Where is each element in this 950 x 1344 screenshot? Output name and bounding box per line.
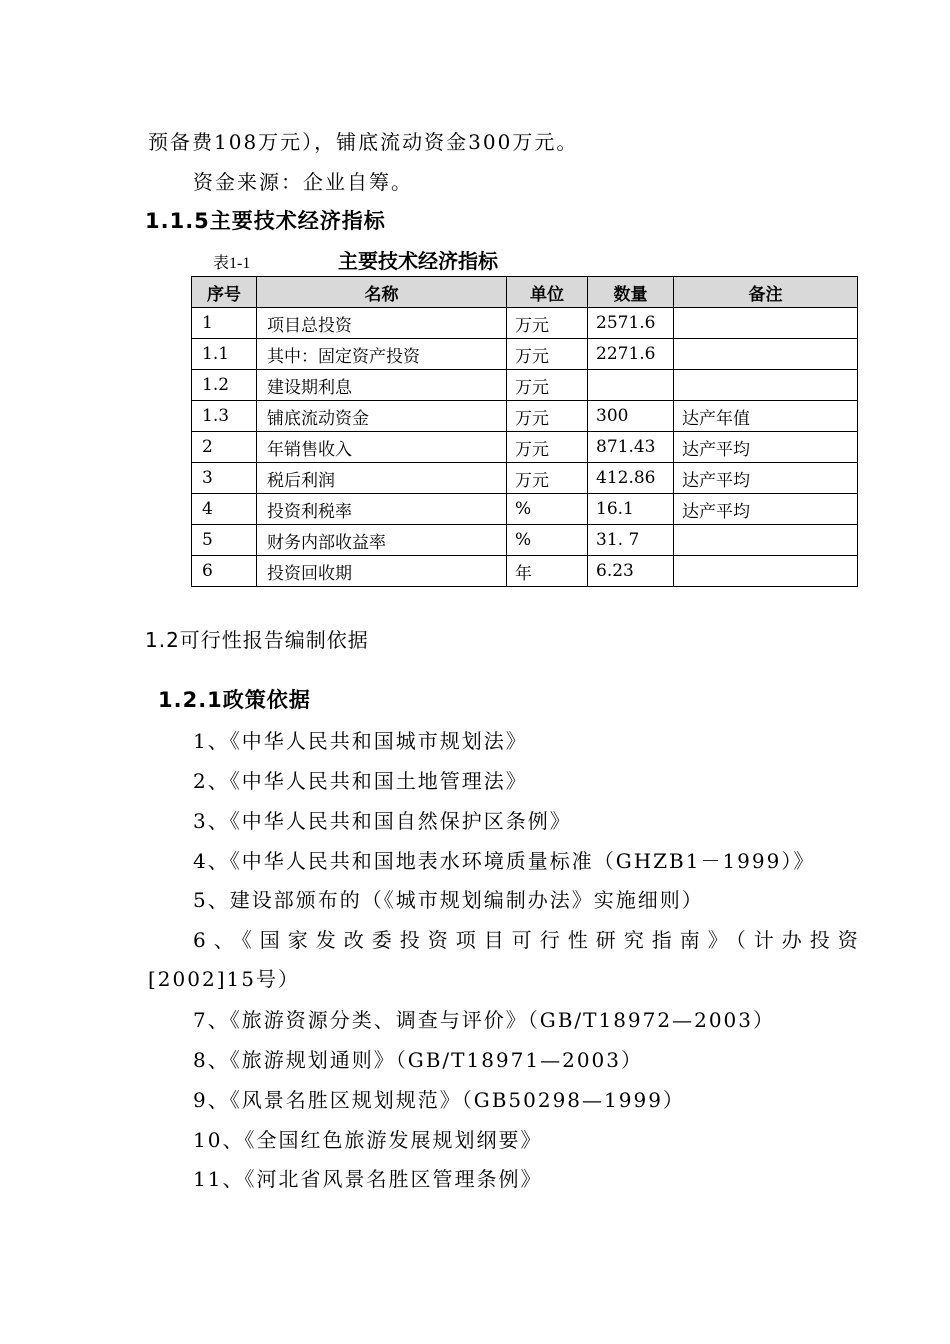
policy-item: 8、《旅游规划通则》（GB/T18971—2003） <box>193 1048 643 1072</box>
cell-quantity: 412.86 <box>588 463 674 494</box>
cell-quantity: 6.23 <box>588 556 674 587</box>
policy-item: 9、《风景名胜区规划规范》（GB50298—1999） <box>193 1088 685 1112</box>
policy-item: 2、《中华人民共和国土地管理法》 <box>193 769 528 793</box>
cell-unit: 万元 <box>507 401 588 432</box>
cell-index: 3 <box>192 463 257 494</box>
header-unit: 单位 <box>507 277 588 308</box>
table-header-row <box>192 277 858 308</box>
cell-remark: 达产平均 <box>674 494 858 525</box>
cell-unit: % <box>507 494 588 525</box>
policy-item: 6、《国家发改委投资项目可行性研究指南》（计办投资 <box>193 928 866 952</box>
policy-item: 4、《中华人民共和国地表水环境质量标准（GHZB1－1999）》 <box>193 849 816 873</box>
cell-unit: 万元 <box>507 463 588 494</box>
cell-index: 1.2 <box>192 370 257 401</box>
cell-remark <box>674 370 858 401</box>
cell-name: 铺底流动资金 <box>257 401 507 432</box>
header-quantity: 数量 <box>588 277 674 308</box>
table-row <box>192 432 858 463</box>
cell-remark <box>674 556 858 587</box>
cell-quantity <box>588 370 674 401</box>
cell-remark <box>674 525 858 556</box>
table-caption-title: 主要技术经济指标 <box>338 249 498 273</box>
intro-line-2: 资金来源：企业自筹。 <box>193 170 413 194</box>
cell-unit: 万元 <box>507 308 588 339</box>
cell-name: 其中：固定资产投资 <box>257 339 507 370</box>
cell-index: 6 <box>192 556 257 587</box>
table-row <box>192 463 858 494</box>
cell-name: 财务内部收益率 <box>257 525 507 556</box>
cell-name: 建设期利息 <box>257 370 507 401</box>
cell-index: 1.1 <box>192 339 257 370</box>
cell-quantity: 2271.6 <box>588 339 674 370</box>
cell-unit: % <box>507 525 588 556</box>
cell-remark <box>674 339 858 370</box>
cell-index: 5 <box>192 525 257 556</box>
table-row <box>192 556 858 587</box>
cell-unit: 万元 <box>507 339 588 370</box>
policy-item: 7、《旅游资源分类、调查与评价》（GB/T18972—2003） <box>193 1008 775 1032</box>
cell-remark: 达产年值 <box>674 401 858 432</box>
table-row <box>192 401 858 432</box>
intro-line-1: 预备费108万元），铺底流动资金300万元。 <box>148 130 579 154</box>
table-row <box>192 494 858 525</box>
cell-quantity: 871.43 <box>588 432 674 463</box>
policy-item: 1、《中华人民共和国城市规划法》 <box>193 729 528 753</box>
cell-quantity: 31. 7 <box>588 525 674 556</box>
cell-name: 项目总投资 <box>257 308 507 339</box>
cell-quantity: 16.1 <box>588 494 674 525</box>
cell-name: 投资利税率 <box>257 494 507 525</box>
policy-item-continued: [2002]15号） <box>148 967 300 991</box>
cell-index: 4 <box>192 494 257 525</box>
cell-name: 税后利润 <box>257 463 507 494</box>
table-row <box>192 525 858 556</box>
policy-item: 3、《中华人民共和国自然保护区条例》 <box>193 809 572 833</box>
header-index: 序号 <box>192 277 257 308</box>
cell-unit: 万元 <box>507 432 588 463</box>
table-row <box>192 370 858 401</box>
table-caption-number: 表1-1 <box>213 255 251 272</box>
cell-index: 2 <box>192 432 257 463</box>
section-heading-1-2-1: 1.2.1政策依据 <box>158 688 311 712</box>
cell-name: 投资回收期 <box>257 556 507 587</box>
section-heading-1-2: 1.2可行性报告编制依据 <box>145 628 369 652</box>
policy-item: 5、建设部颁布的（《城市规划编制办法》实施细则） <box>193 888 704 912</box>
cell-name: 年销售收入 <box>257 432 507 463</box>
cell-remark: 达产平均 <box>674 432 858 463</box>
header-name: 名称 <box>257 277 507 308</box>
cell-quantity: 2571.6 <box>588 308 674 339</box>
table-row <box>192 308 858 339</box>
policy-item: 10、《全国红色旅游发展规划纲要》 <box>193 1128 543 1152</box>
cell-index: 1.3 <box>192 401 257 432</box>
cell-remark: 达产平均 <box>674 463 858 494</box>
table-row <box>192 339 858 370</box>
cell-unit: 年 <box>507 556 588 587</box>
policy-item: 11、《河北省风景名胜区管理条例》 <box>193 1167 543 1191</box>
cell-remark <box>674 308 858 339</box>
indicators-table <box>191 276 858 587</box>
cell-quantity: 300 <box>588 401 674 432</box>
section-heading-1-1-5: 1.1.5主要技术经济指标 <box>145 209 386 233</box>
cell-index: 1 <box>192 308 257 339</box>
cell-unit: 万元 <box>507 370 588 401</box>
header-remark: 备注 <box>674 277 858 308</box>
